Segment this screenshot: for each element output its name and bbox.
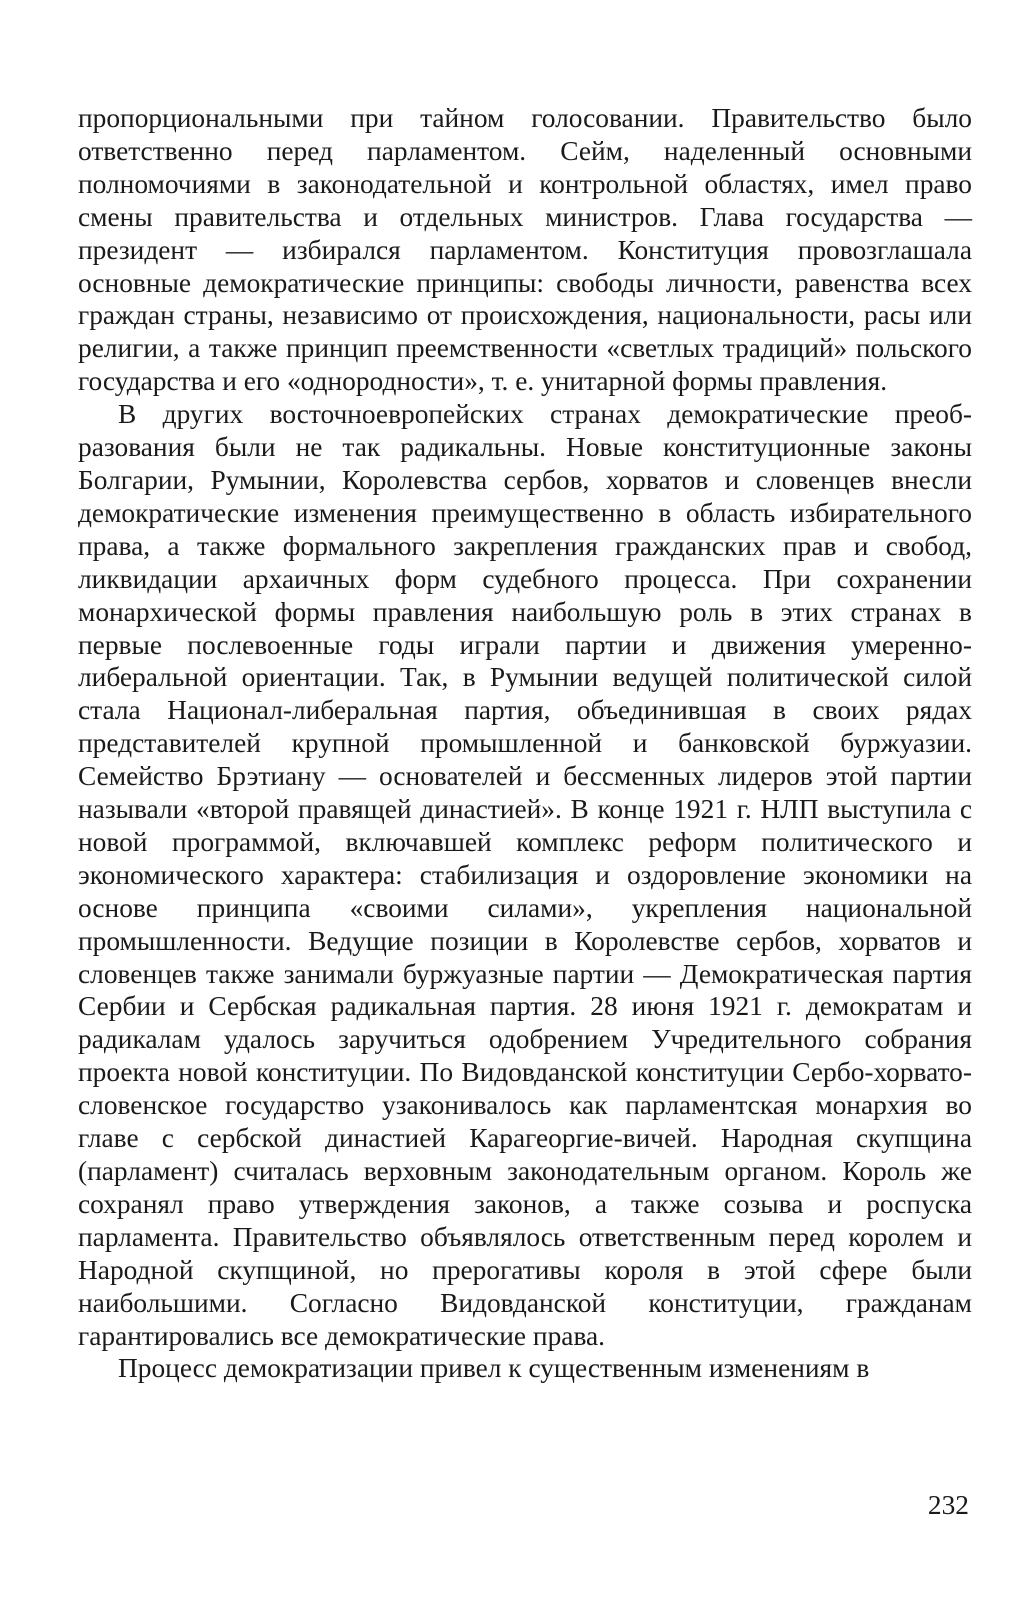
page-text xyxy=(78,102,972,1385)
page-number: 232 xyxy=(927,1490,969,1520)
paragraph-1: пропорциональными при тайном голосовании. Правительство было ответственно перед парламентом. Сейм, наделенный основными полномочиями в законодательной и контрольной областях, имел право смены правительства и отдельных министров. Глава государства — президент — избирался парламентом. Конституция провозглашала основные демократические принципы: свободы личности, равенства всех граждан страны, независимо от происхождения, национальности, расы или религии, а также принцип преемственности «светлых традиций» польского государства и его «однородности», т. е. унитарной формы правления. xyxy=(78,103,972,397)
paragraph-2: В других восточноевропейских странах демократические преоб-разования были не так радикальны. Новые конституционные законы Болгарии, Румынии, Королевства сербов, хорватов и словенцев внесли демократические изменения преимущественно в область избирательного права, а также формального закрепления гражданских прав и свобод, ликвидации архаичных форм судебного процесса. При сохранении монархической формы правления наибольшую роль в этих странах в первые послевоенные годы играли партии и движения умеренно-либеральной ориентации. Так, в Румынии ведущей политической силой стала Национал-либеральная партия, объединившая в своих рядах представителей крупной промышленной и банковской буржуазии. Семейство Брэтиану — основателей и бессменных лидеров этой партии называли «второй правящей династией». В конце 1921 г. НЛП выступила с новой программой, включавшей комплекс реформ политического и экономического характера: стабилизация и оздоровление экономики на основе принципа «своими силами», укрепления национальной промышленности. Ведущие позиции в Королевстве сербов, хорватов и словенцев также занимали буржуазные партии — Демократическая партия Сербии и Сербская радикальная партия. 28 июня 1921 г. демократам и радикалам удалось заручиться одобрением Учредительного собрания проекта новой конституции. По Видовданской конституции Сербо-хорвато-словенское государство узаконивалось как парламентская монархия во главе с сербской династией Карагеоргие-вичей. Народная скупщина (парламент) считалась верховным законодательным органом. Король же сохранял право утверждения законов, а также созыва и роспуска парламента. Правительство объявлялось ответственным перед королем и Народной скупщиной, но прерогативы короля в этой сфере были наибольшими. Согласно Видовданской конституции, гражданам гарантировались все демократические права. xyxy=(78,399,972,1351)
paragraph-3: Процесс демократизации привел к существенным изменениям в xyxy=(118,1353,870,1384)
